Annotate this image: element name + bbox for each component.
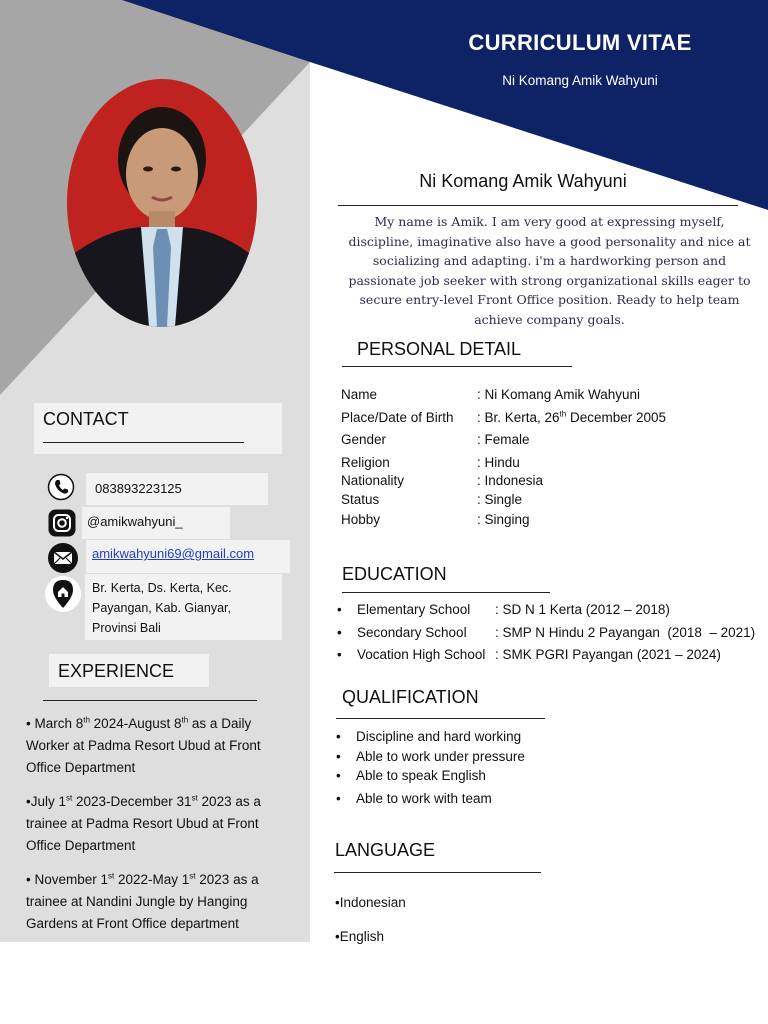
experience-heading: EXPERIENCE	[58, 661, 175, 681]
detail-label: Nationality	[341, 473, 405, 488]
location-pin-icon	[44, 575, 82, 613]
bullet: •	[336, 749, 341, 764]
education-school: : SMK PGRI Payangan (2021 – 2024)	[495, 647, 721, 662]
experience-item: • November 1st 2022-May 1st 2023 as a trainee at Nandini Jungle by Hanging Gardens at Front Office department	[26, 871, 259, 931]
qualification-text: Able to work with team	[356, 791, 492, 806]
language-item: •English	[335, 929, 385, 944]
detail-row-status	[341, 492, 522, 507]
detail-row-gender	[341, 432, 530, 447]
header-name: Ni Komang Amik Wahyuni	[502, 73, 658, 88]
qualification-text: Able to speak English	[356, 768, 486, 783]
qualification-item	[336, 768, 486, 783]
qualification-divider	[336, 718, 545, 719]
detail-label: Hobby	[341, 512, 381, 527]
detail-label: Name	[341, 387, 378, 402]
contact-heading: CONTACT	[43, 409, 129, 429]
bullet: •	[336, 729, 341, 744]
contact-address: Br. Kerta, Ds. Kerta, Kec. Payangan, Kab. Gianyar, Provinsi Bali	[92, 581, 232, 635]
education-level: Secondary School	[357, 625, 467, 640]
detail-value: : Single	[477, 492, 523, 507]
phone-icon	[47, 473, 75, 501]
education-heading: EDUCATION	[342, 564, 447, 584]
bullet: •	[337, 602, 342, 617]
detail-value: : Hindu	[477, 455, 520, 470]
detail-value: : Indonesia	[477, 473, 544, 488]
qualification-item	[336, 791, 492, 806]
profile-photo	[67, 79, 257, 327]
detail-label: Religion	[341, 455, 390, 470]
language-divider	[334, 872, 541, 873]
detail-row-birth	[341, 410, 666, 425]
experience-divider	[43, 700, 257, 701]
qualification-heading: QUALIFICATION	[342, 687, 479, 707]
contact-instagram[interactable]: @amikwahyuni_	[87, 514, 183, 529]
detail-label: Place/Date of Birth	[341, 410, 454, 425]
personal-detail-heading: PERSONAL DETAIL	[357, 339, 522, 359]
detail-value: : Br. Kerta, 26th December 2005	[477, 409, 667, 425]
language-item: •Indonesian	[335, 895, 406, 910]
profile-summary: My name is Amik. I am very good at expressing myself, discipline, imaginative also have a good personality and nice at socializing and adapting. i'm a hardworking person and passionate job seeker with strong organizational skills eager to secure entry-level Front Office position. Ready to help team achieve company goals.	[348, 214, 751, 327]
name-divider	[338, 205, 738, 206]
detail-row-name	[341, 387, 640, 402]
education-row	[337, 647, 721, 662]
education-row	[337, 602, 670, 617]
language-heading: LANGUAGE	[335, 840, 436, 860]
education-row	[337, 625, 755, 640]
detail-label: Status	[341, 492, 380, 507]
experience-item: • March 8th 2024-August 8th as a Daily Worker at Padma Resort Ubud at Front Office Department	[26, 715, 261, 775]
detail-label: Gender	[341, 432, 387, 447]
qualification-item	[336, 749, 525, 764]
bullet: •	[336, 768, 341, 783]
bullet: •	[337, 625, 342, 640]
education-school: : SD N 1 Kerta (2012 – 2018)	[495, 602, 670, 617]
contact-email-link[interactable]: amikwahyuni69@gmail.com	[92, 546, 255, 561]
contact-phone: 083893223125	[95, 481, 182, 496]
detail-value: : Singing	[477, 512, 530, 527]
contact-divider	[43, 442, 244, 443]
experience-item: •July 1st 2023-December 31st 2023 as a trainee at Padma Resort Ubud at Front Office Department	[26, 793, 261, 853]
bullet: •	[337, 647, 342, 662]
qualification-item	[336, 729, 521, 744]
detail-row-religion	[341, 455, 520, 470]
detail-row-nationality	[341, 473, 543, 488]
detail-row-hobby	[341, 512, 530, 527]
mail-icon	[47, 542, 79, 574]
education-divider	[342, 592, 550, 593]
qualification-text: Able to work under pressure	[356, 749, 525, 764]
education-level: Elementary School	[357, 602, 471, 617]
education-level: Vocation High School	[357, 647, 486, 662]
qualification-text: Discipline and hard working	[356, 729, 522, 744]
education-school: : SMP N Hindu 2 Payangan (2018 – 2021)	[495, 625, 756, 640]
instagram-icon	[48, 509, 76, 537]
personal-detail-divider	[342, 366, 572, 367]
cv-title: CURRICULUM VITAE	[468, 30, 692, 55]
detail-value: : Ni Komang Amik Wahyuni	[477, 387, 641, 402]
bullet: •	[336, 791, 341, 806]
detail-value: : Female	[477, 432, 530, 447]
profile-name: Ni Komang Amik Wahyuni	[419, 171, 627, 191]
